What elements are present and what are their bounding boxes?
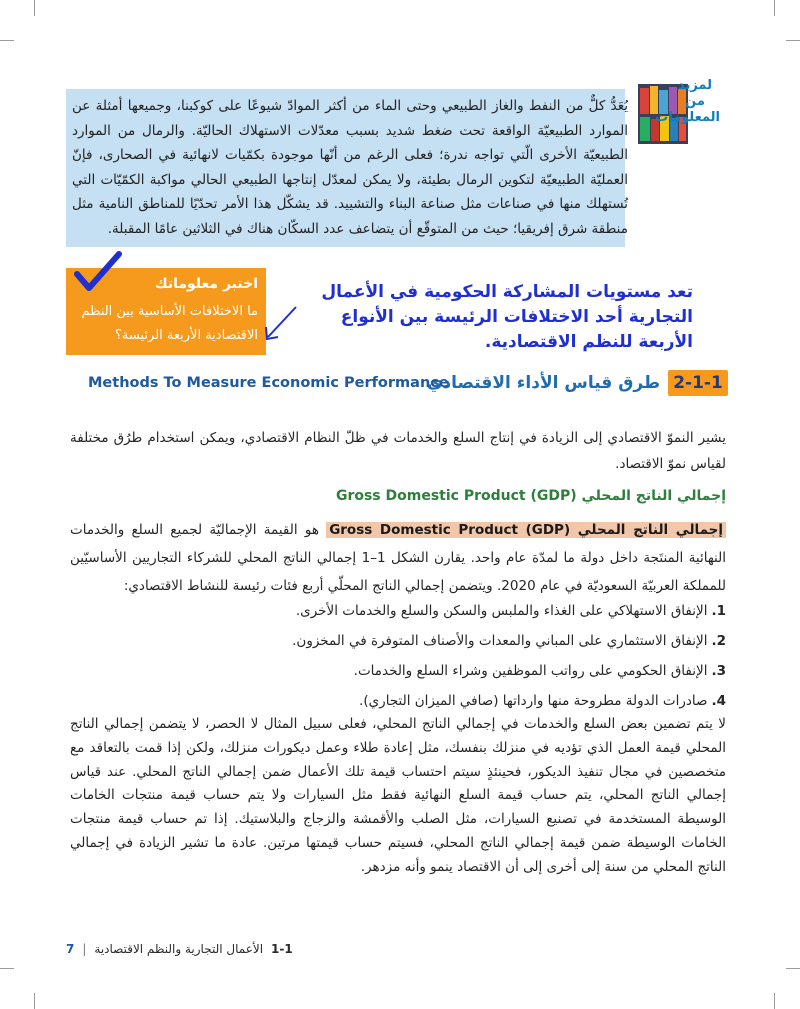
list-item: 3.الإنفاق الحكومي على رواتب الموظفين وشراء السلع والخدمات. [353,663,726,679]
section-title-english: Methods To Measure Economic Performance [88,375,449,391]
checkmark-icon [73,250,123,294]
closing-paragraph: لا يتم تضمين بعض السلع والخدمات في إجمالي الناتج المحلي، فعلى سبيل المثال لا الحصر، لا يتضمن إجمالي الناتج المحلي قيمة العمل الذي تؤديه في منزلك بنفسك، مثل إعادة طلاء وعمل ديكورات منزلك، ولكن إذا قمت بالتعاقد مع متخصصين في مجال تنفيذ الديكور، فحينئذٍ سيتم احتساب قيمة تلك الأعمال ضمن إجمالي الناتج المحلي. عند قياس إجمالي الناتج المحلي، يتم حساب قيمة السلع النهائية فقط مثل السيارات ولا يتم حساب قيمة منتجات الخامات الوسيطة المستخدمة في تصنيع السيارات، مثل الصلب والأقمشة والزجاج والبلاستيك. إذا تم حساب قيمة منتجات الخامات الوسيطة ضمن قيمة إجمالي الناتج المحلي، فسيتم حساب قيمتها مرتين. عادة ما تشير الزيادة في إجمالي الناتج المحلي من سنة إلى أخرى إلى أن الاقتصاد ينمو وأنه مزدهر. [70,716,726,875]
list-item: 4.صادرات الدولة مطروحة منها وارداتها (صافي الميزان التجاري). [359,693,726,709]
crop-mark [34,0,35,16]
gdp-categories-list [76,596,726,716]
section-title-arabic: طرق قياس الأداء الاقتصادي [426,373,660,393]
test-yourself-question: ما الاختلافات الأساسية بين النظم الاقتصادية الأربعة الرئيسة؟ [81,304,258,343]
crop-mark [774,0,775,16]
footer-chapter-code: 1-1 [271,942,293,956]
crop-mark [34,993,35,1009]
crop-mark [0,40,14,41]
gdp-term-highlight: إجمالي الناتج المحلي Gross Domestic Product (GDP) [326,522,726,538]
page-number: 7 [66,942,75,956]
more-info-title: لمزيد من المعلومات [655,78,720,125]
handwritten-answer: تعد مستويات المشاركة الحكومية في الأعمال التجارية أحد الاختلافات الرئيسة بين الأنواع الأربعة للنظم الاقتصادية. [321,282,693,352]
list-item: 2.الإنفاق الاستثماري على المباني والمعدات والأصناف المتوفرة في المخزون. [292,633,726,649]
section-heading [88,370,728,398]
crop-mark [774,993,775,1009]
crop-mark [0,968,14,969]
gdp-heading: إجمالي الناتج المحلي Gross Domestic Product (GDP) [335,488,726,504]
test-yourself-title: اختبر معلوماتك [154,276,258,292]
intro-paragraph: يشير النموّ الاقتصادي إلى الزيادة في إنتاج السلع والخدمات في ظلّ النظام الاقتصادي، ويمكن استخدام طرُق مختلفة لقياس نموّ الاقتصاد. [70,430,726,472]
footer-separator: | [82,942,87,956]
crop-mark [786,40,800,41]
gdp-definition-paragraph [70,516,726,600]
section-number: 2-1-1 [668,370,728,396]
more-info-text: يُعَدُّ كلٌّ من النفط والغاز الطبيعي وحتى الماء من أكثر الموادّ شيوعًا على كوكبنا، وجميعها أمثلة عن الموارد الطبيعيّة الواقعة تحت ضغط شديد بسبب معدّلات الاستهلاك الحاليّة. والرمال من الموارد الطبيعيّة الأخرى الّتي تواجه ندرة؛ فعلى الرغم من أنّها موجودة بكمّيات لانهائية في الصحارى، فإنّ العمليّة الطبيعيّة لتكوين الرمال بطيئة، ولا يمكن لمعدّل إنتاجها الطبيعي الحالي مواكبة الكمّيّات التي تُستهلك منها في صناعات مثل صناعة البناء والتشييد. قد يشكّل هذا الأمر تحدّيًا للمناطق النامية مثل منطقة شرق إفريقيا؛ حيث من المتوقّع أن يتضاعف عدد السكّان هناك في الثلاثين عامًا المقبلة. [72,98,628,237]
more-info-badge [632,78,720,168]
page-footer [66,942,293,956]
footer-chapter-title: الأعمال التجارية والنظم الاقتصادية [94,942,264,956]
crop-mark [786,968,800,969]
gdp-definition-text: هو القيمة الإجماليّة لجميع السلع والخدمات النهائية المنتَجة داخل دولة ما لمدّة عام واحد. يقارن الشكل 1–1 إجمالي الناتج المحلي للشركاء التجاريين الأساسيّين للمملكة العربيّة السعوديّة في عام 2020. ويتضمن إجمالي الناتج المحلّي أربع فئات رئيسة للنشاط الاقتصادي: [70,522,726,594]
list-item: 1.الإنفاق الاستهلاكي على الغذاء والملبس والسكن والسلع والخدمات الأخرى. [295,603,726,619]
